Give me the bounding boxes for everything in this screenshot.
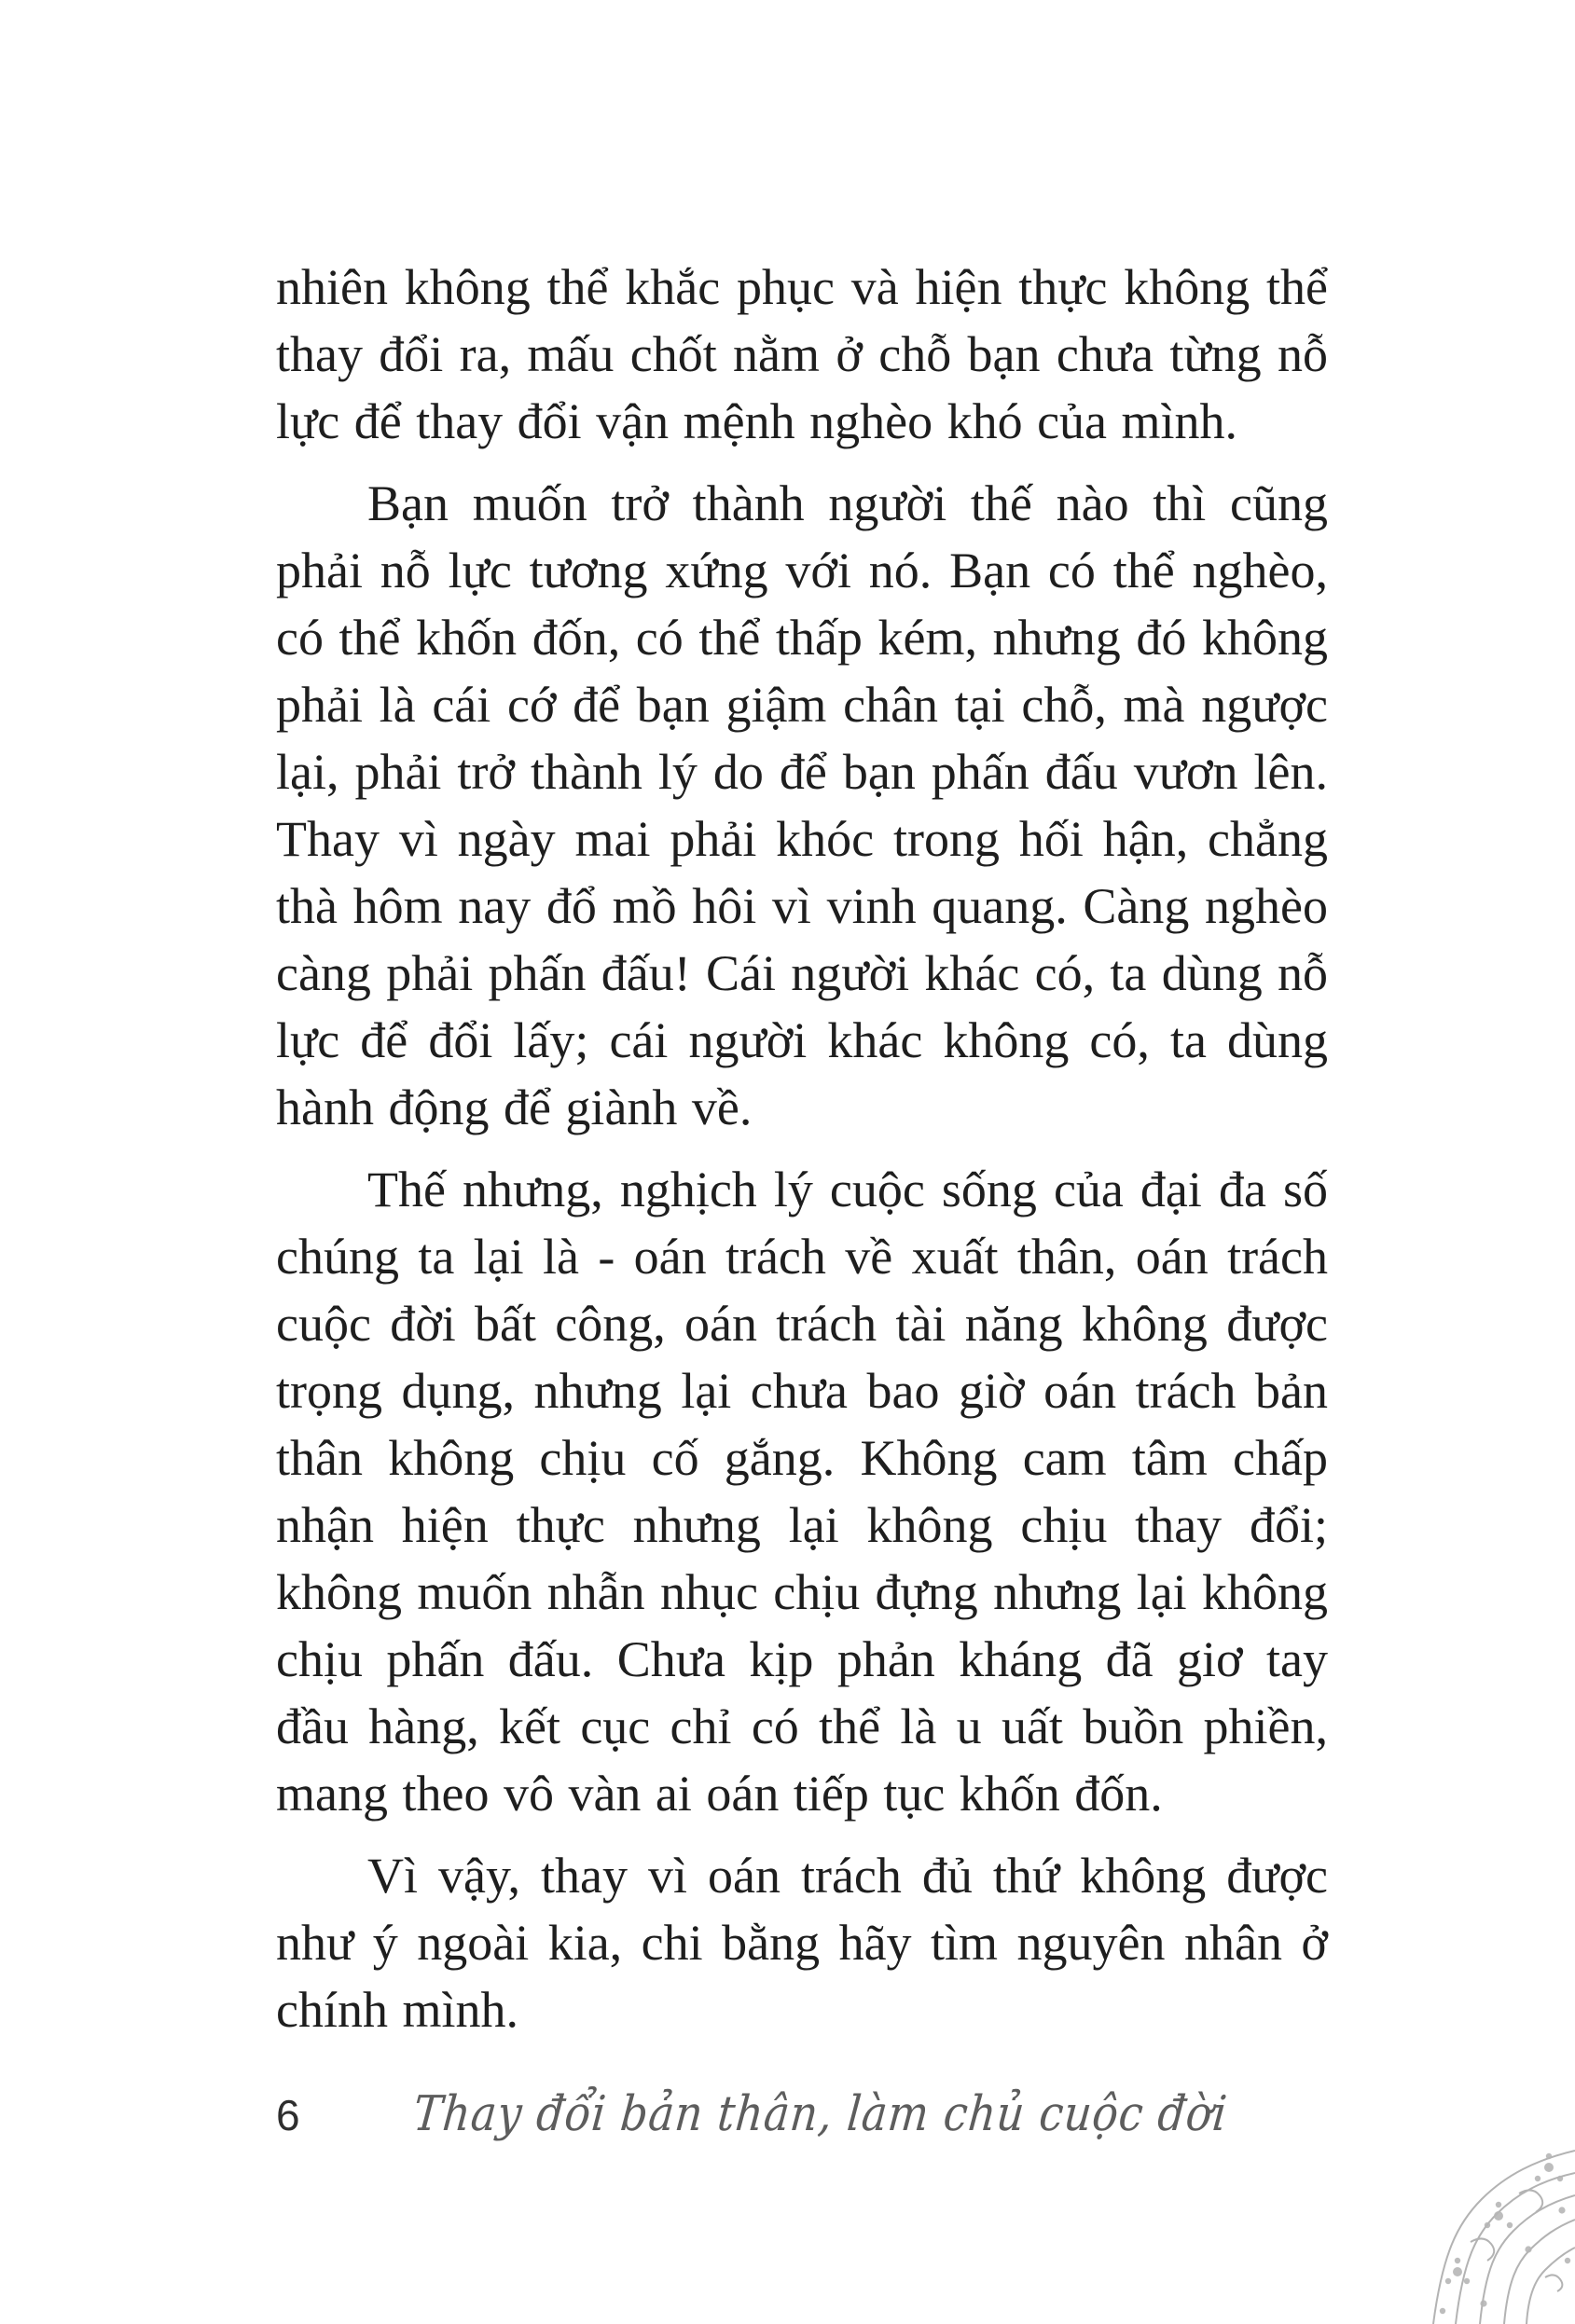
page-footer — [276, 2086, 1230, 2142]
lace-corner-flourish-icon — [1388, 2138, 1575, 2324]
page-number: 6 — [276, 2091, 300, 2139]
running-title: Thay đổi bản thân, làm chủ cuộc đời — [410, 2086, 1230, 2142]
body-paragraph: nhiên không thể khắc phục và hiện thực không thể thay đổi ra, mấu chốt nằm ở chỗ bạn chưa từng nỗ lực để thay đổi vận mệnh nghèo khó của mình. — [276, 259, 1328, 449]
body-paragraph: Vì vậy, thay vì oán trách đủ thứ không được như ý ngoài kia, chi bằng hãy tìm nguyên nhân ở chính mình. — [276, 1848, 1328, 2038]
body-paragraph: Thế nhưng, nghịch lý cuộc sống của đại đa số chúng ta lại là - oán trách về xuất thân, oán trách cuộc đời bất công, oán trách tài năng không được trọng dụng, nhưng lại chưa bao giờ oán trách bản thân không chịu cố gắng. Không cam tâm chấp nhận hiện thực nhưng lại không chịu thay đổi; không muốn nhẫn nhục chịu đựng nhưng lại không chịu phấn đấu. Chưa kịp phản kháng đã giơ tay đầu hàng, kết cục chỉ có thể là u uất buồn phiền, mang theo vô vàn ai oán tiếp tục khốn đốn. — [276, 1162, 1328, 1822]
body-paragraph: Bạn muốn trở thành người thế nào thì cũng phải nỗ lực tương xứng với nó. Bạn có thể nghèo, có thể khốn đốn, có thể thấp kém, nhưng đó không phải là cái cớ để bạn giậm chân tại chỗ, mà ngược lại, phải trở thành lý do để bạn phấn đấu vươn lên. Thay vì ngày mai phải khóc trong hối hận, chẳng thà hôm nay đổ mồ hôi vì vinh quang. Càng nghèo càng phải phấn đấu! Cái người khác có, ta dùng nỗ lực để đổi lấy; cái người khác không có, ta dùng hành động để giành về. — [276, 475, 1328, 1135]
body-text-block — [276, 254, 1328, 2058]
